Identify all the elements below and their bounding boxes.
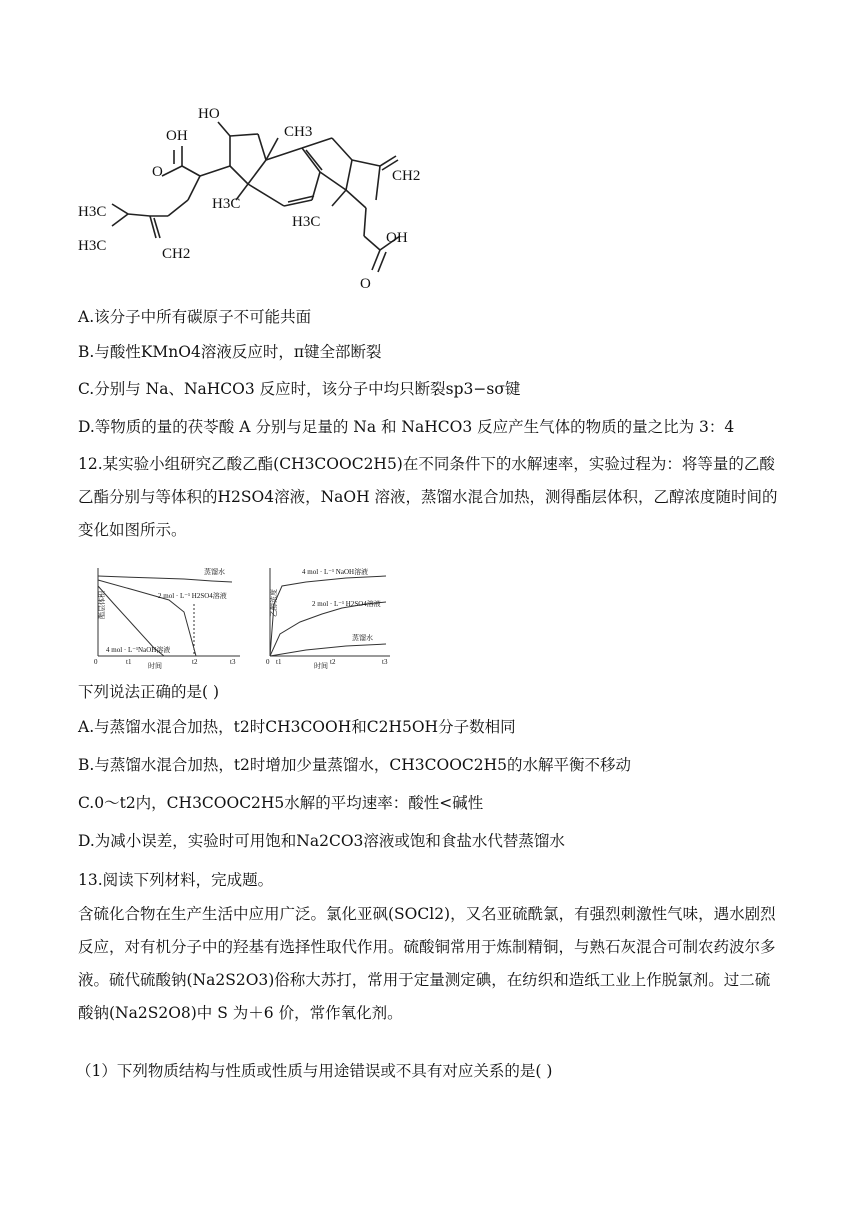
q11-option-c: C.分别与 Na、NaHCO3 反应时，该分子中均只断裂sp3−sσ键 <box>78 380 521 398</box>
q12-option-c: C.0～t2内，CH3COOC2H5水解的平均速率：酸性<碱性 <box>78 794 484 812</box>
label-ch2-left: CH2 <box>162 246 191 262</box>
fig2-xlabel: 时间 <box>314 662 328 670</box>
fig2-tick-t1: t1 <box>276 658 282 666</box>
q13-stem: 13.阅读下列材料，完成题。 <box>78 871 274 889</box>
molecule-structure <box>70 98 450 293</box>
series-water2 <box>270 644 386 656</box>
label-ch3-top: CH3 <box>284 124 313 140</box>
fig1-xlabel: 时间 <box>148 662 162 670</box>
q12-option-b: B.与蒸馏水混合加热，t2时增加少量蒸馏水，CH3COOC2H5的水解平衡不移动 <box>78 756 632 774</box>
figure-ester-volume <box>84 564 244 672</box>
fig2-series-h2so4: 2 mol · L⁻¹ H2SO4溶液 <box>312 600 381 608</box>
fig1-series-h2so4: 2 mol · L⁻¹ H2SO4溶液 <box>158 592 227 600</box>
q12-question: 下列说法正确的是( ) <box>78 683 220 701</box>
fig2-series-water: 蒸馏水 <box>352 634 373 642</box>
label-o-left: O <box>152 164 163 180</box>
fig1-series-water: 蒸馏水 <box>204 568 225 576</box>
q12-option-a: A.与蒸馏水混合加热，t2时CH3COOH和C2H5OH分子数相同 <box>78 718 516 736</box>
fig2-ylabel: 乙醇浓度 <box>270 589 278 617</box>
q11-option-d: D.等物质的量的茯苓酸 A 分别与足量的 Na 和 NaHCO3 反应产生气体的物质的量之比为 3：4 <box>78 418 735 436</box>
fig2-series-naoh: 4 mol · L⁻¹ NaOH溶液 <box>302 568 369 576</box>
label-ch2-right: CH2 <box>392 168 421 184</box>
fig2-tick-t3: t3 <box>382 658 388 666</box>
fig2-tick-t2: t2 <box>330 658 336 666</box>
series-water <box>98 576 232 582</box>
fig2-tick-0: 0 <box>266 658 270 666</box>
series-naoh2 <box>270 576 386 656</box>
fig1-series-naoh: 4 mol · L⁻¹NaOH溶液 <box>106 646 171 654</box>
fig1-tick-0: 0 <box>94 658 98 666</box>
q13-material: 含硫化合物在生产生活中应用广泛。氯化亚砜(SOCl2)，又名亚硫酰氯，有强烈刺激性气味，遇水剧烈反应，对有机分子中的羟基有选择性取代作用。硫酸铜常用于炼制精铜，与熟石灰混合可制农药波尔多液。硫代硫酸钠(Na2S2O3)俗称大苏打，常用于定量测定碘，在纺织和造纸工业上作脱氯剂。过二硫酸钠(Na2S2O8)中 S 为＋6 价，常作氧化剂。 <box>78 905 776 1022</box>
fig1-ylabel: 酯层体积 <box>98 591 106 619</box>
label-h3c-a: H3C <box>78 204 107 220</box>
label-ho: HO <box>198 106 220 122</box>
q12-stem: 12.某实验小组研究乙酸乙酯(CH3COOC2H5)在不同条件下的水解速率，实验过程为：将等量的乙酸乙酯分别与等体积的H2SO4溶液，NaOH 溶液，蒸馏水混合加热，测得酯层体积，乙醇浓度随时间的变化如图所示。 <box>78 455 778 539</box>
fig1-tick-t3: t3 <box>230 658 236 666</box>
figure-ethanol-concentration <box>256 564 396 672</box>
label-h3c-b: H3C <box>78 238 107 254</box>
q11-option-a: A.该分子中所有碳原子不可能共面 <box>78 308 312 326</box>
fig1-tick-t2: t2 <box>192 658 198 666</box>
q12-option-d: D.为减小误差，实验时可用饱和Na2CO3溶液或饱和食盐水代替蒸馏水 <box>78 832 565 850</box>
label-oh-right: OH <box>386 230 408 246</box>
label-oh-acid: OH <box>166 128 188 144</box>
q13-sub1: （1）下列物质结构与性质或性质与用途错误或不具有对应关系的是( ) <box>76 1062 553 1080</box>
label-h3c-mid: H3C <box>212 196 241 212</box>
label-h3c-low: H3C <box>292 214 321 230</box>
q11-option-b: B.与酸性KMnO4溶液反应时，π键全部断裂 <box>78 343 382 361</box>
fig1-tick-t1: t1 <box>126 658 132 666</box>
label-o-bottom: O <box>360 276 371 292</box>
